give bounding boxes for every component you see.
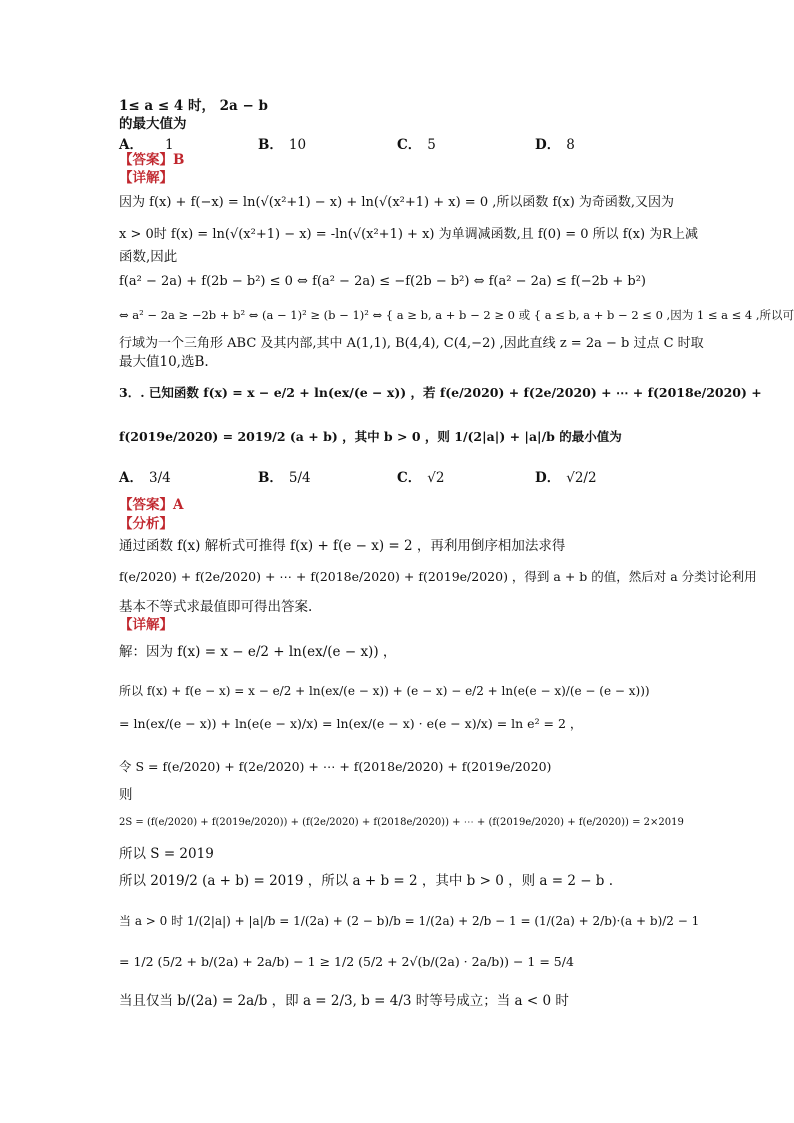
option-a: A． 1: [119, 137, 174, 153]
q3-detail-line-1: 解：因为 f(x) = x − e/2 + ln(ex/(e − x)) ，: [119, 644, 397, 660]
option-b: B． 10: [258, 137, 307, 153]
detail-label: 【详解】: [119, 170, 173, 186]
q3-detail-line-5: 则: [119, 787, 133, 803]
q3-stem-line-1: 3．. 已知函数 f(x) = x − e/2 + ln(ex/(e − x)) ，若 f(e/2020) + f(2e/2020) + ⋯ + f(2018e/2020) +: [119, 385, 762, 400]
q3-option-d: D． √2/2: [535, 470, 597, 486]
q3-detail-line-2: 所以 f(x) + f(e − x) = x − e/2 + ln(ex/(e − x)) + (e − x) − e/2 + ln(e(e − x)/(e − (e − x))): [119, 684, 650, 698]
q3-analysis-line-2: f(e/2020) + f(2e/2020) + ⋯ + f(2018e/2020) + f(2019e/2020) ，得到 a + b 的值，然后对 a 分类讨论利用: [119, 569, 757, 584]
solution-line-1: 因为 f(x) + f(−x) = ln(√(x²+1) − x) + ln(√(x²+1) + x) = 0 ,所以函数 f(x) 为奇函数,又因为: [119, 195, 675, 210]
q3-detail-line-11: 当且仅当 b/(2a) = 2a/b ，即 a = 2/3, b = 4/3 时等号成立；当 a < 0 时: [119, 993, 569, 1009]
solution-line-2: x > 0时 f(x) = ln(√(x²+1) − x) = -ln(√(x²+1) + x) 为单调减函数,且 f(0) = 0 所以 f(x) 为R上减: [119, 227, 699, 242]
option-c: C． 5: [397, 137, 436, 153]
answer-label: 【答案】B: [119, 152, 185, 168]
q3-answer-label: 【答案】A: [119, 497, 184, 513]
q3-analysis-line-1: 通过函数 f(x) 解析式可推得 f(x) + f(e − x) = 2 ，再利用倒序相加法求得: [119, 538, 566, 554]
q3-option-a: A． 3/4: [119, 470, 171, 486]
q3-analysis-label: 【分析】: [119, 516, 173, 532]
q3-analysis-line-3: 基本不等式求最值即可得出答案.: [119, 599, 313, 615]
option-d: D． 8: [535, 137, 575, 153]
question-condition: 1≤ a ≤ 4 时， 2a − b: [119, 98, 268, 114]
q3-option-b: B． 5/4: [258, 470, 311, 486]
q3-detail-line-3: = ln(ex/(e − x)) + ln(e(e − x)/x) = ln(ex/(e − x) · e(e − x)/x) = ln e² = 2 ，: [119, 716, 583, 731]
solution-line-6: 行域为一个三角形 ABC 及其内部,其中 A(1,1), B(4,4), C(4,−2) ,因此直线 z = 2a − b 过点 C 时取: [119, 336, 704, 351]
q3-detail-line-6: 2S = (f(e/2020) + f(2019e/2020)) + (f(2e/2020) + f(2018e/2020)) + ⋯ + (f(2019e/2020) + f(e/2020)) = 2×2019: [119, 817, 684, 828]
solution-line-7: 最大值10,选B.: [119, 354, 209, 370]
q3-detail-line-4: 令 S = f(e/2020) + f(2e/2020) + ⋯ + f(2018e/2020) + f(2019e/2020): [119, 759, 552, 774]
q3-detail-line-9: 当 a > 0 时 1/(2|a|) + |a|/b = 1/(2a) + (2 − b)/b = 1/(2a) + 2/b − 1 = (1/(2a) + 2/b)·(a + b)/2 − 1: [119, 914, 700, 928]
q3-stem-line-2: f(2019e/2020) = 2019/2 (a + b) ，其中 b > 0 ，则 1/(2|a|) + |a|/b 的最小值为: [119, 429, 622, 444]
question-stem: 的最大值为: [119, 116, 187, 132]
q3-detail-line-8: 所以 2019/2 (a + b) = 2019 ，所以 a + b = 2 ，其中 b > 0 ，则 a = 2 − b .: [119, 873, 614, 889]
q3-detail-line-7: 所以 S = 2019: [119, 846, 214, 862]
q3-detail-label: 【详解】: [119, 617, 173, 633]
solution-line-4: f(a² − 2a) + f(2b − b²) ≤ 0 ⇔ f(a² − 2a) ≤ −f(2b − b²) ⇔ f(a² − 2a) ≤ f(−2b + b²): [119, 274, 647, 289]
q3-detail-line-10: = 1/2 (5/2 + b/(2a) + 2a/b) − 1 ≥ 1/2 (5/2 + 2√(b/(2a) · 2a/b)) − 1 = 5/4: [119, 954, 574, 969]
solution-line-3: 函数,因此: [119, 249, 178, 265]
q3-option-c: C． √2: [397, 470, 445, 486]
solution-line-5: ⇔ a² − 2a ≥ −2b + b² ⇔ (a − 1)² ≥ (b − 1)² ⇔ { a ≥ b, a + b − 2 ≥ 0 或 { a ≤ b, a + b − 2 ≤ 0 ,因为 1 ≤ a ≤ 4 ,所以可: [119, 308, 794, 322]
